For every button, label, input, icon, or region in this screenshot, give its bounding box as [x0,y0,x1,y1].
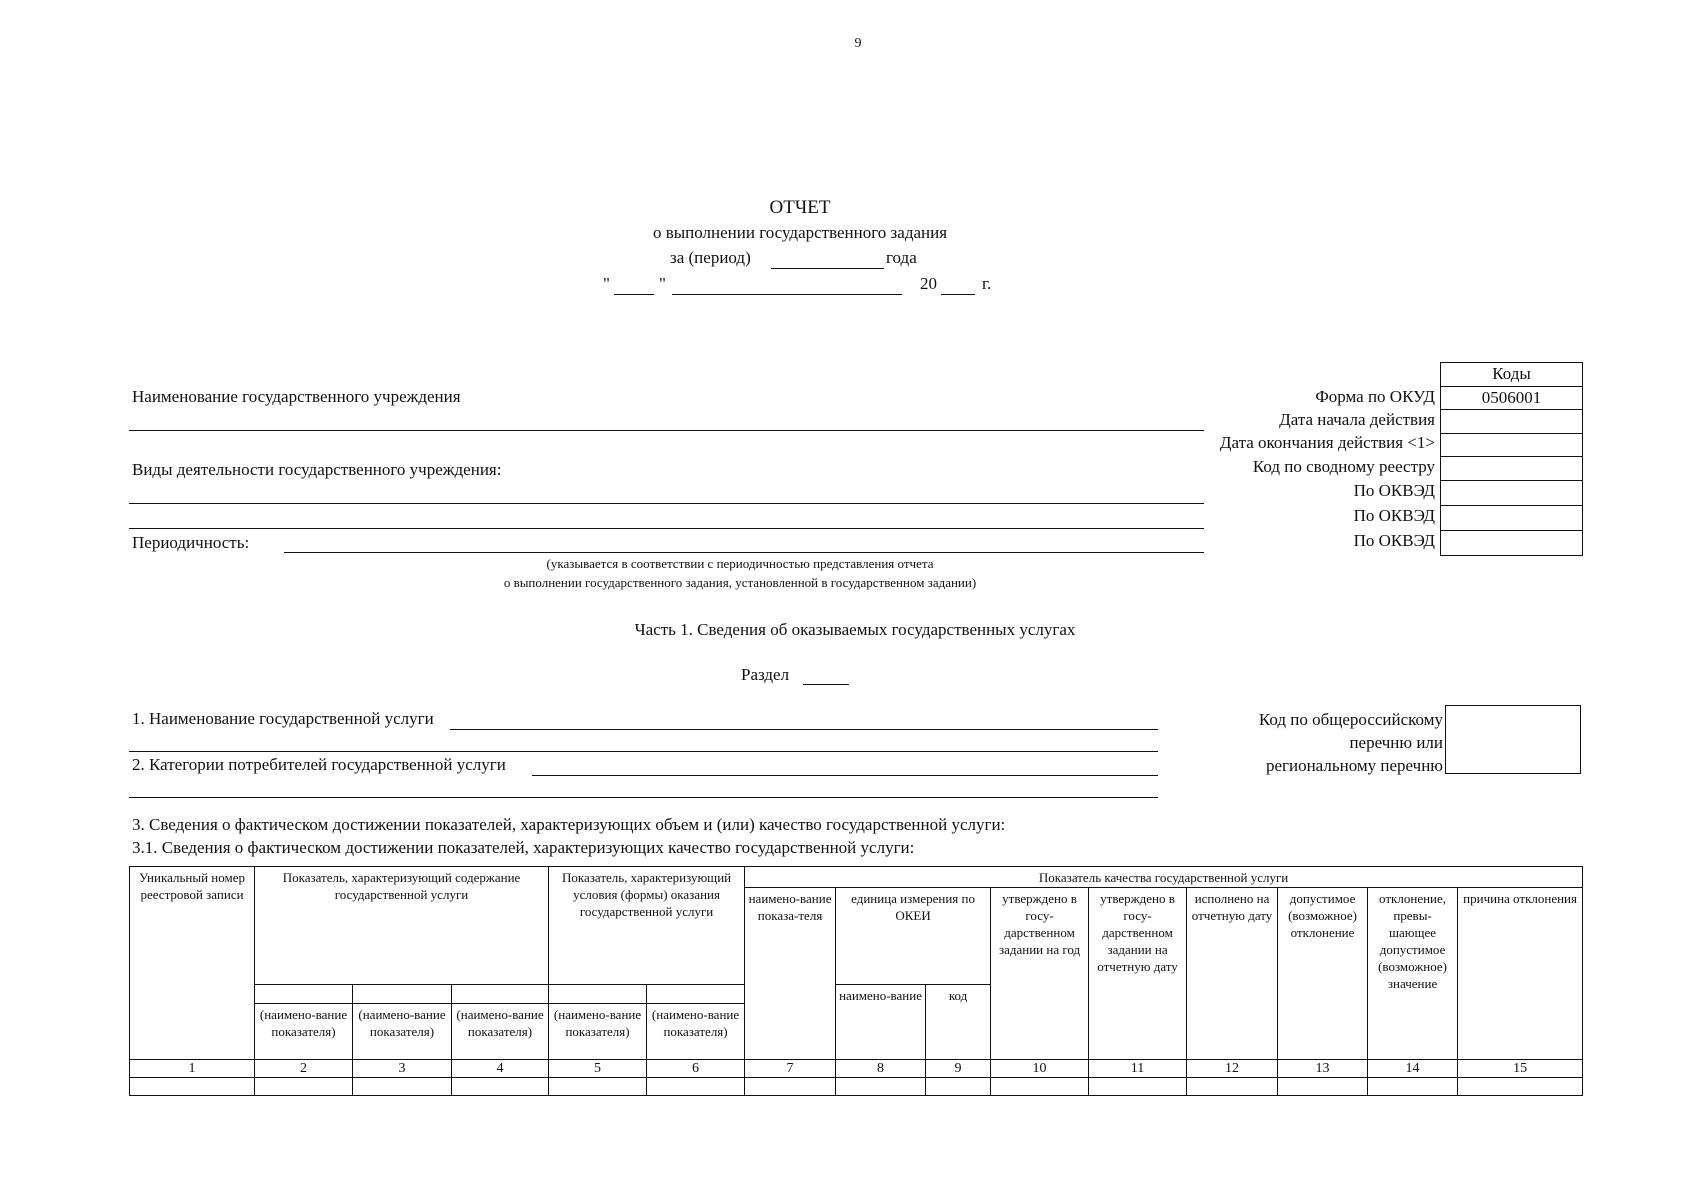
list-code-label-3: региональному перечню [1265,756,1443,775]
col-number: 5 [549,1060,647,1078]
col-indicator-name: наимено-вание показа-теля [745,888,836,1060]
table-cell[interactable] [130,1078,255,1096]
periodicity-note-2: о выполнении государственного задания, установленной в государственном задании) [503,575,977,590]
period-line [771,268,884,269]
list-code-box[interactable] [1445,705,1581,774]
table-cell[interactable] [1278,1078,1368,1096]
content-sub-empty-1 [255,985,353,1004]
year-line [941,294,975,295]
item31-label: 3.1. Сведения о фактическом достижении показателей, характеризующих качество государственной услуги: [132,838,915,857]
list-code-label-1: Код по общероссийскому [1258,710,1443,729]
table-row [130,1078,1583,1096]
code-label-okved-2: По ОКВЭД [1353,506,1435,525]
year-suffix: г. [982,274,992,293]
activity-types-line-1 [129,503,1204,504]
year-prefix: 20 [920,274,937,293]
page-number: 9 [854,36,862,51]
sub-indicator-name-3: (наимено-вание показателя) [353,1004,452,1060]
item2-line-2 [129,797,1158,798]
table-cell[interactable] [926,1078,991,1096]
periodicity-line [284,552,1204,553]
item1-line-2 [129,751,1158,752]
conditions-sub-empty-2 [647,985,745,1004]
day-line [614,294,654,295]
code-value-okud[interactable]: 0506001 [1441,386,1582,410]
code-value-okved-2[interactable] [1441,505,1582,530]
table-cell[interactable] [549,1078,647,1096]
sub-indicator-name-6: (наимено-вание показателя) [647,1004,745,1060]
period-prefix: за (период) [670,248,751,267]
month-line [672,294,902,295]
code-value-registry[interactable] [1441,456,1582,480]
section-label: Раздел [741,665,790,684]
content-sub-empty-3 [452,985,549,1004]
sub-indicator-name-5: (наимено-вание показателя) [549,1004,647,1060]
col-unique-number: Уникальный номер реестровой записи [130,867,255,1060]
period-suffix: года [886,248,917,267]
code-label-end-date: Дата окончания действия <1> [1219,433,1435,452]
col-quality-indicator: Показатель качества государственной услуги [745,867,1583,888]
table-cell[interactable] [255,1078,353,1096]
item2-label: 2. Категории потребителей государственной услуги [132,755,506,774]
item1-label: 1. Наименование государственной услуги [132,709,434,728]
item1-line [450,729,1158,730]
activity-types-label: Виды деятельности государственного учреждения: [132,460,502,479]
activity-types-line-2 [129,528,1204,529]
code-label-start-date: Дата начала действия [1279,410,1435,429]
conditions-sub-empty-1 [549,985,647,1004]
date-quote-close: " [659,274,666,293]
col-number: 1 [130,1060,255,1078]
report-subtitle: о выполнении государственного задания [652,223,948,242]
col-number: 8 [836,1060,926,1078]
code-label-okved-1: По ОКВЭД [1353,481,1435,500]
date-quote-open: " [603,274,610,293]
sub-indicator-name-2: (наимено-вание показателя) [255,1004,353,1060]
list-code-label-2: перечню или [1349,733,1443,752]
report-title: ОТЧЕТ [769,197,831,218]
code-value-okved-1[interactable] [1441,480,1582,505]
table-cell[interactable] [836,1078,926,1096]
col-number: 12 [1187,1060,1278,1078]
item2-line [532,775,1158,776]
codes-box [1440,362,1583,556]
code-label-okud: Форма по ОКУД [1315,387,1435,406]
col-number: 11 [1089,1060,1187,1078]
col-content-indicator: Показатель, характеризующий содержание государственной услуги [255,867,549,985]
code-label-okved-3: По ОКВЭД [1353,531,1435,550]
col-allowed-deviation: допустимое (возможное) отклонение [1278,888,1368,1060]
col-number: 14 [1368,1060,1458,1078]
table-cell[interactable] [1368,1078,1458,1096]
periodicity-note-1: (указывается в соответствии с периодичностью представления отчета [546,556,934,571]
content-sub-empty-2 [353,985,452,1004]
periodicity-label: Периодичность: [132,533,250,552]
col-number: 13 [1278,1060,1368,1078]
code-label-registry: Код по сводному реестру [1252,457,1435,476]
table-cell[interactable] [1187,1078,1278,1096]
table-cell[interactable] [647,1078,745,1096]
sub-indicator-name-4: (наимено-вание показателя) [452,1004,549,1060]
col-approved-date: утверждено в госу-дарственном задании на отчетную дату [1089,888,1187,1060]
col-approved-year: утверждено в госу-дарственном задании на год [991,888,1089,1060]
part1-title: Часть 1. Сведения об оказываемых государственных услугах [634,620,1076,639]
col-unit-name: наимено-вание [836,985,926,1060]
code-value-okved-3[interactable] [1441,530,1582,555]
table-cell[interactable] [1089,1078,1187,1096]
col-number: 10 [991,1060,1089,1078]
section-line [803,684,849,685]
quality-indicators-table [129,866,1583,1096]
col-number: 4 [452,1060,549,1078]
institution-name-line [129,430,1204,431]
col-executed: исполнено на отчетную дату [1187,888,1278,1060]
col-conditions-indicator: Показатель, характеризующий условия (формы) оказания государственной услуги [549,867,745,985]
table-cell[interactable] [452,1078,549,1096]
col-exceeding-deviation: отклонение, превы-шающее допустимое (возможное) значение [1368,888,1458,1060]
item3-label: 3. Сведения о фактическом достижении показателей, характеризующих объем и (или) качество государственной услуги: [132,815,1006,834]
code-value-start-date[interactable] [1441,409,1582,433]
col-number: 2 [255,1060,353,1078]
col-unit-code: код [926,985,991,1060]
table-cell[interactable] [991,1078,1089,1096]
code-value-end-date[interactable] [1441,433,1582,457]
col-number: 9 [926,1060,991,1078]
col-number: 3 [353,1060,452,1078]
col-deviation-reason: причина отклонения [1458,888,1583,1060]
table-cell[interactable] [745,1078,836,1096]
codes-header: Коды [1492,364,1531,383]
col-number: 7 [745,1060,836,1078]
col-number: 15 [1458,1060,1583,1078]
table-cell[interactable] [353,1078,452,1096]
institution-name-label: Наименование государственного учреждения [132,387,461,406]
table-cell[interactable] [1458,1078,1583,1096]
col-number: 6 [647,1060,745,1078]
col-unit-okei: единица измерения по ОКЕИ [836,888,991,985]
